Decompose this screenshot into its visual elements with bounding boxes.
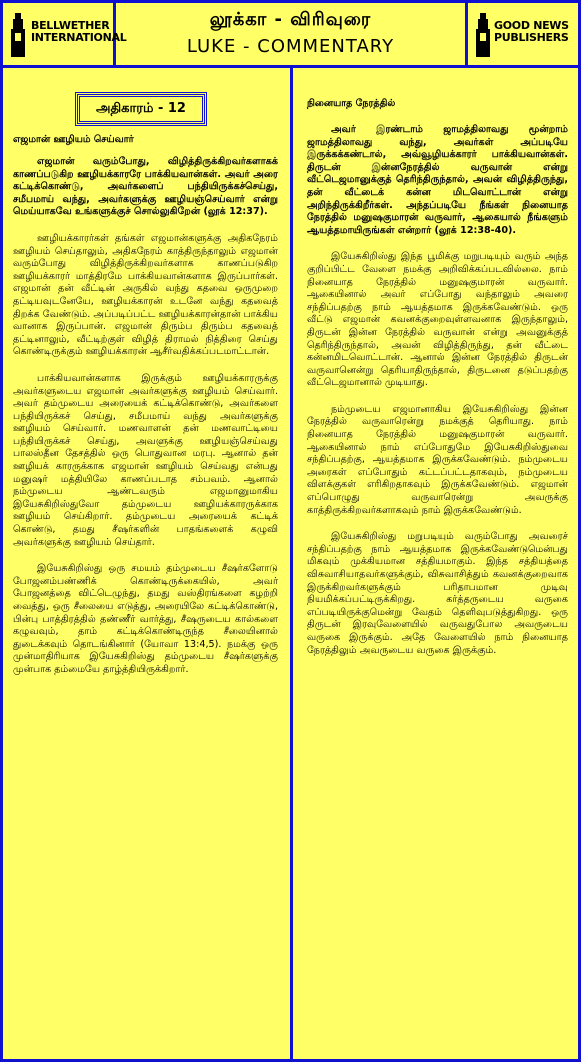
- scripture-quote: எஜமான் வரும்போது, விழித்திருக்கிறவர்களாகக் காணப்படுகிற ஊழியக்காரரே பாக்கியவான்கள். அவர் அரை கட்டிக்கொண்டு, அவர்களைப் பந்தியிருக்கச்செய்து, சமீபமாய் வந்து, அவர்களுக்கு ஊழியஞ்செய்வார் என்று மெய்யாகவே உங்களுக்குச் சொல்லுகிறேன் (லூக் 12:37).: [13, 156, 278, 218]
- section-heading: எஜமான் ஊழியம் செய்வார்: [13, 134, 134, 145]
- paragraph: இயேசுகிறிஸ்து மறுபடியும் வரும்போது அவரைச் சந்திப்பதற்கு நாம் ஆயத்தமாக இருக்கவேண்டுமென்பது மிகவும் முக்கியமான சத்தியமாகும். இந்த சத்தியத்தை விசுவாசியாதவர்களுக்கும், விசுவாசித்தும் கவனக்குறைவாக இருக்கிறவர்களுக்கும் பரிதாபமான முடிவு நியமிக்கப்பட்டிருக்கிறது. கர்த்தருடைய வருகை எப்படியிருக்குமென்று வேதம் தெளிவுபடுத்துகிறது. ஒரு திருடன் இரவுவேளையில் வருவதுபோல அவருடைய வருகை இருக்கும். அதே வேளையில் நாம் நினையாத நேரத்திலும் அவருடைய வருகை இருக்கும்.: [307, 531, 568, 656]
- right-logo-text: GOOD NEWS PUBLISHERS: [494, 19, 569, 44]
- bell-tower-icon: [9, 13, 27, 57]
- paragraph: ஊழியக்காரர்கள் தங்கள் எஜமான்களுக்கு அதிகநேரம் ஊழியம் செய்தாலும், அதிகநேரம் காத்திருந்தாலும் எஜமான் வரும்போது விழித்திருக்கிறவர்களாக காணப்படுகிற ஊழியக்காரர் மாத்திரமே பாக்கியவான்களாக இருப்பார்கள். எஜமான் தன் வீட்டின் அருகில் வந்து கதவை ஒருமுறை தட்டியவுடனேயே, ஊழியக்காரன் உடனே வந்து கதவைத் திறக்க வேண்டும். அப்படிப்பட்ட ஊழியக்காரன்தான் பாக்கிய வானாக இருப்பான். எஜமான் திரும்ப திரும்ப கதவைத் தட்டினாலும், வீட்டிற்குள் விழித் திராமல் நித்திரை செய்து கொண்டிருக்கும் ஊழியக்காரன் ஆசீர்வதிக்கப்படமாட்டான்.: [13, 232, 278, 358]
- paragraph: நம்முடைய எஜமானாகிய இயேசுகிறிஸ்து இன்ன நேரத்தில் வருவாரென்று நமக்குத் தெரியாது. நாம் நினையாத நேரத்தில் மனுஷகுமாரன் வருவார். ஆகையினால் நாம் எப்போதுமே இயேசுகிறிஸ்துவை சந்திப்பதற்கு, ஆயத்தமாக இருக்கவேண்டும். நம்முடைய அரைகள் எப்போதும் கட்டப்பட்டதாகவும், நம்முடைய விளக்குகள் எரிகிறதாகவும் இருக்கவேண்டும். எஜமான் எப்பொழுது வருவாரென்று அவருக்கு காத்திருக்கிறவர்களாகவும் நாம் இருக்கவேண்டும்.: [307, 403, 568, 516]
- paragraph: இயேசுகிறிஸ்து ஒரு சமயம் தம்முடைய சீஷர்களோடு போஜனம்பண்ணிக் கொண்டிருக்கையில், அவர் போஜனத்தை விட்டெழுந்து, தமது வஸ்திரங்களை கழற்றி வைத்து, ஒரு சீலையை எடுத்து, அரையிலே கட்டிக்கொண்டு, பின்பு பாத்திரத்தில் தண்ணீர் வார்த்து, சீஷருடைய கால்களை கழுவவும், தாம் கட்டிக்கொண்டிருந்த சீலையினால் துடைக்கவும் தொடங்கினார் (யோவா 13:4,5). நமக்கு ஒரு முன்மாதிரியாக இயேசுகிறிஸ்து தம்முடைய சீஷர்களுக்கு முன்பாக தம்மையே தாழ்த்தியிருக்கிறார்.: [13, 563, 278, 675]
- header: [0, 0, 581, 68]
- right-column: [290, 68, 581, 1062]
- paragraph: இயேசுகிறிஸ்து இந்த பூமிக்கு மறுபடியும் வரும் அந்த குறிப்பிட்ட வேளை நமக்கு அறிவிக்கப்படவில்லை. நாம் நினையாத நேரத்தில் மனுஷகுமாரன் வருவார். ஆகையினால் அவர் எப்போது வந்தாலும் அவரை சந்திப்பதற்கு நாம் ஆயத்தமாக இருக்கவேண்டும். ஒரு வீட்டு எஜமான் கவனக்குறைவுள்ளவனாக இருந்தாலும், திருடன் இன்ன நேரத்தில் வருவான் என்று அவனுக்குத் தெரிந்திருந்தால், அவன் விழித்திருந்து, தன் வீட்டை கன்னமிடவொட்டான். ஆனால் இன்ன நேரத்தில் திருடன் வருவானென்று தெரியாதிருந்தால், திருடனை தடுப்பதற்கு வீட்டெஜமானால் முடியாது.: [307, 251, 568, 389]
- paragraph: பாக்கியவான்களாக இருக்கும் ஊழியக்காரருக்கு அவர்களுடைய எஜமான் அவர்களுக்கு ஊழியம் செய்வார். அவர் தம்முடைய அரையைக் கட்டிக்கொண்டு, அவர்களை பந்தியிருக்கச் செய்து, சமீபமாய் வந்து அவர்களுக்கு ஊழியம் செய்வார். மணவாளன் தன் மணவாட்டியை பந்தியிருக்கச் செய்து, அவளுக்கு ஊழியஞ்செய்வது பாலஸ்தீன தேசத்தில் ஒரு பொதுவான மரபு. ஆனால் தன் ஊழியக் காரருக்காக எஜமான் ஊழியம் செய்வது என்பது மனுஷர் மத்தியிலே காணப்படாத சம்பவம். ஆனால் நம்முடைய ஆண்டவரும் எஜமானுமாகிய இயேசுகிறிஸ்துவோ தம்முடைய ஊழியக்காரருக்காக ஊழியம் செய்கிறார். தம்முடைய அரையைக் கட்டிக் கொண்டு, தமது சீஷர்களின் பாதங்களைக் கழுவி அவர்களுக்கு ஊழியம் செய்தார்.: [13, 372, 278, 548]
- chapter-label: அதிகாரம் - 12: [77, 94, 205, 124]
- tower-icon: [474, 13, 492, 57]
- title-box: [116, 3, 468, 65]
- left-logo-box: [3, 3, 127, 65]
- title-tamil: லூக்கா - விரிவுரை: [209, 9, 372, 30]
- right-logo-box: [468, 3, 578, 65]
- section-heading: நினையாத நேரத்தில்: [307, 98, 396, 109]
- title-english: LUKE - COMMENTARY: [186, 36, 395, 57]
- left-logo-text: BELLWETHER INTERNATIONAL: [31, 19, 127, 44]
- left-column: [0, 68, 293, 1062]
- scripture-quote: அவர் இரண்டாம் ஜாமத்திலாவது மூன்றாம் ஜாமத்திலாவது வந்து, அவர்கள் அப்படியே இருக்கக்கண்டால், அவ்வூழியக்காரர் பாக்கியவான்கள். திருடன் இன்னநேரத்தில் வருவான் என்று வீட்டெஜமானுக்குத் தெரிந்திருந்தால், அவன் விழித்திருந்து, தன் வீட்டைக் கன்ன மிடவொட்டான் என்று அறிந்திருக்கிறீர்கள். அந்தப்படியே நீங்கள் நினையாத நேரத்தில் மனுஷகுமாரன் வருவார், ஆகையால் நீங்களும் ஆயத்தமாயிருங்கள் என்றார் (லூக் 12:38-40).: [307, 124, 568, 236]
